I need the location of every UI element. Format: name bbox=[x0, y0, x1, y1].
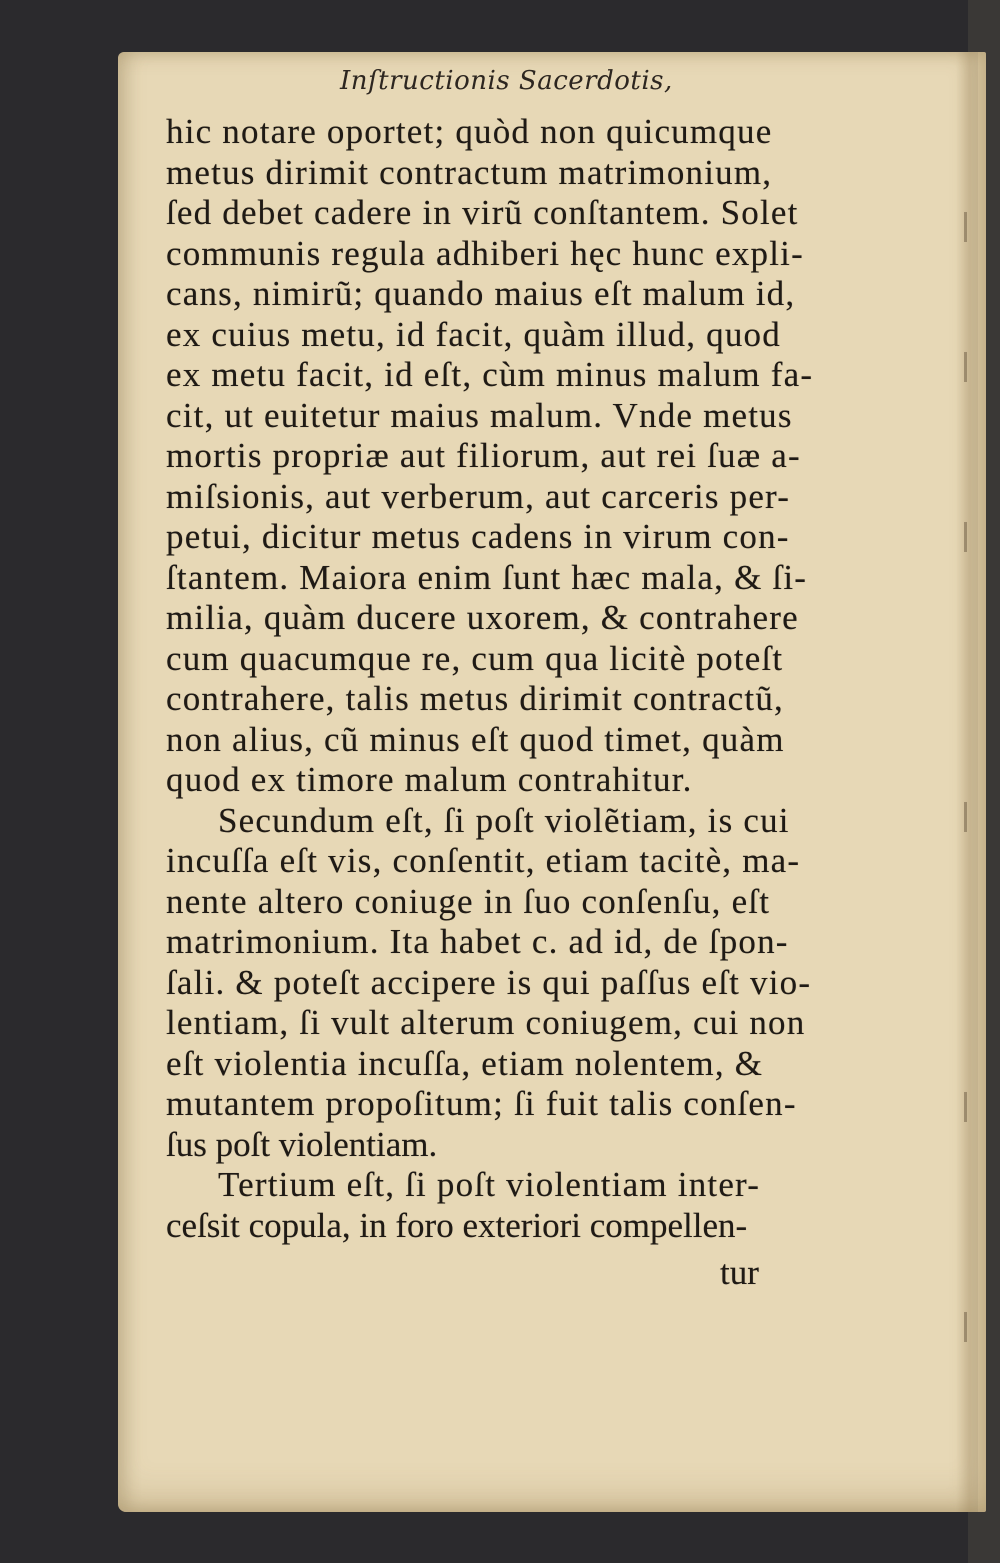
text-line: hic notare oportet; quòd non quicumque bbox=[166, 112, 773, 151]
text-line: non alius, cũ minus eſt quod timet, quàm bbox=[166, 719, 785, 759]
text-line: metus dirimit contractum matrimonium, bbox=[166, 152, 773, 192]
running-head: Inſtructionis Sacerdotis, bbox=[340, 66, 673, 96]
page-edge-wear bbox=[964, 192, 974, 1392]
text-line: cans, nimirũ; quando maius eſt malum id, bbox=[166, 274, 796, 313]
text-line: matrimonium. Ita habet c. ad id, de ſpon- bbox=[166, 922, 789, 961]
text-line: incuſſa eſt vis, conſentit, etiam tacitè, ma- bbox=[166, 841, 801, 880]
text-line: ex metu facit, id eſt, cùm minus malum fa- bbox=[166, 355, 814, 394]
text-line: contrahere, talis metus dirimit contractũ, bbox=[166, 679, 784, 718]
text-line: nente altero coniuge in ſuo conſenſu, eſt bbox=[166, 881, 771, 921]
body-text bbox=[166, 112, 814, 1246]
text-line: mortis propriæ aut filiorum, aut rei ſuæ a- bbox=[166, 436, 801, 475]
text-line: lentiam, ſi vult alterum coniugem, cui non bbox=[166, 1003, 806, 1042]
text-line: Tertium eſt, ſi poſt violentiam inter- bbox=[218, 1165, 761, 1204]
text-line: communis regula adhiberi hęc hunc expli- bbox=[166, 233, 804, 273]
text-line: ceſsit copula, in foro exteriori compellen- bbox=[166, 1205, 748, 1245]
text-line: ex cuius metu, id facit, quàm illud, quod bbox=[166, 314, 781, 354]
text-line: eſt violentia incuſſa, etiam nolentem, & bbox=[166, 1043, 764, 1083]
text-line: mutantem propoſitum; ſi fuit talis conſen- bbox=[166, 1084, 797, 1123]
text-line: ſtantem. Maiora enim ſunt hæc mala, & ſi- bbox=[166, 557, 808, 597]
text-line: cit, ut euitetur maius malum. Vnde metus bbox=[166, 395, 793, 435]
text-line: cum quacumque re, cum qua licitè poteſt bbox=[166, 638, 784, 678]
text-line: milia, quàm ducere uxorem, & contrahere bbox=[166, 598, 799, 637]
text-line: quod ex timore malum contrahitur. bbox=[166, 760, 693, 799]
catchword: tur bbox=[720, 1253, 759, 1292]
text-line: petui, dicitur metus cadens in virum con- bbox=[166, 517, 790, 556]
text-line: miſsionis, aut verberum, aut carceris per- bbox=[166, 476, 791, 516]
text-line: ſali. & poteſt accipere is qui paſſus eſt vio- bbox=[166, 962, 812, 1002]
text-line: ſed debet cadere in virũ conſtantem. Solet bbox=[166, 193, 799, 232]
text-line: Secundum eſt, ſi poſt violẽtiam, is cui bbox=[218, 800, 790, 840]
text-line: ſus poſt violentiam. bbox=[166, 1124, 438, 1164]
